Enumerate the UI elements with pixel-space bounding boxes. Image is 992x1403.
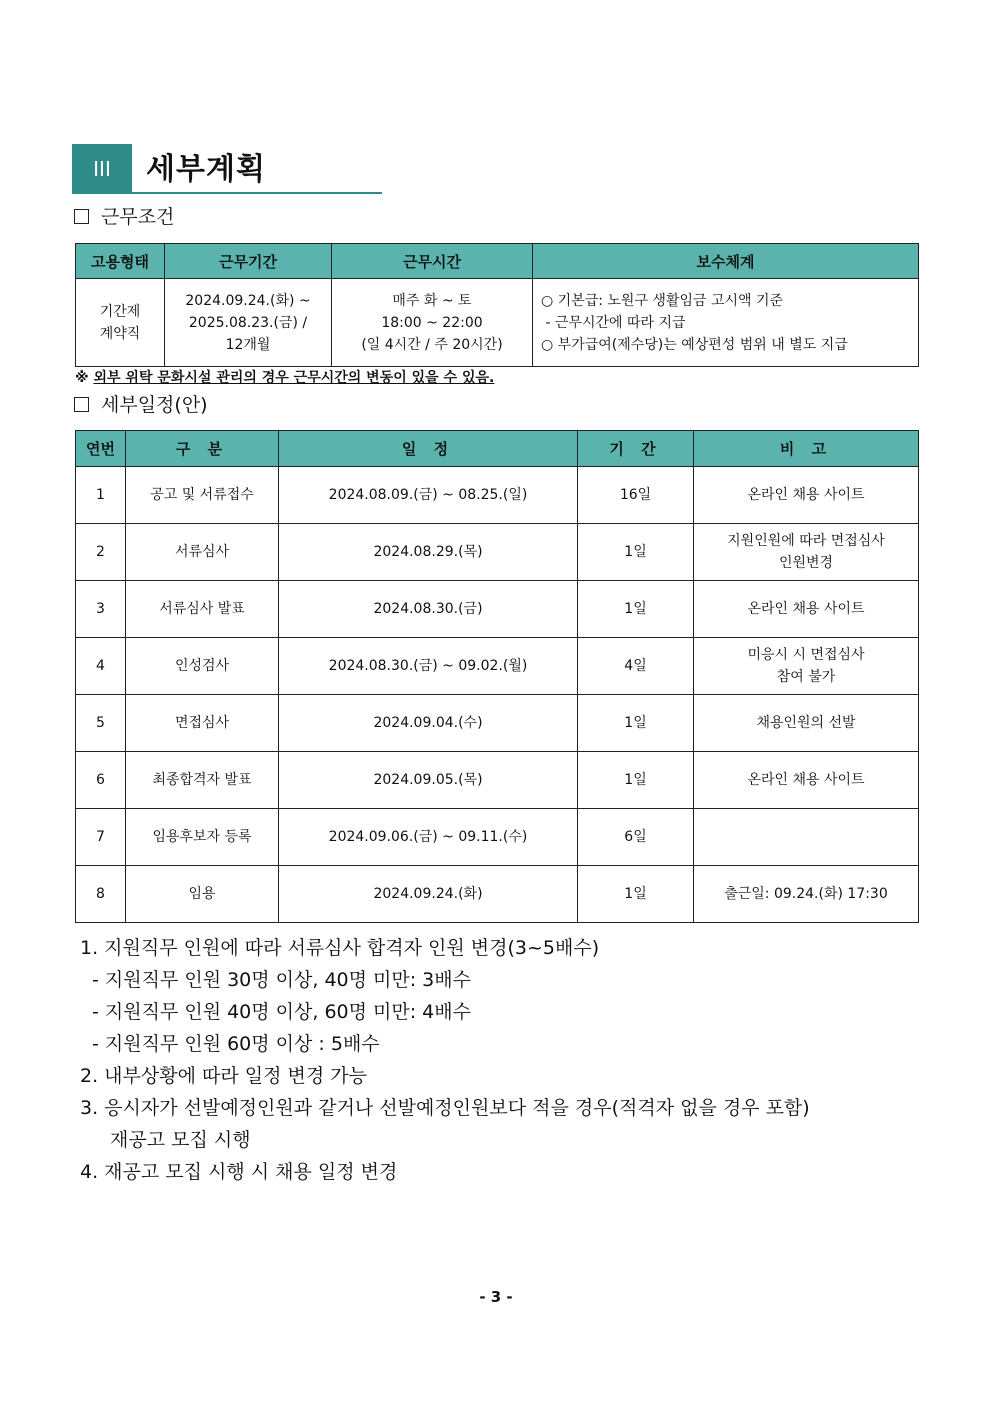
cell-duration: 6일 (578, 809, 694, 866)
table-header-row (76, 244, 919, 279)
cell-date: 2024.09.05.(목) (279, 752, 578, 809)
table-row (76, 581, 919, 638)
cell-duration: 16일 (578, 467, 694, 524)
cell-no: 3 (76, 581, 126, 638)
checkbox-square-icon (74, 209, 89, 224)
note-1-sub: - 지원직무 인원 40명 이상, 60명 미만: 4배수 (92, 1001, 471, 1023)
cell-remark: 온라인 채용 사이트 (694, 467, 919, 524)
cell-duration: 1일 (578, 524, 694, 581)
header-duration: 기 간 (578, 431, 694, 467)
cell-date: 2024.08.29.(목) (279, 524, 578, 581)
table-row (76, 467, 919, 524)
note-1-sub: - 지원직무 인원 30명 이상, 40명 미만: 3배수 (92, 969, 471, 991)
header-period: 근무기간 (165, 244, 332, 279)
cell-item: 공고 및 서류접수 (126, 467, 279, 524)
section-number: III (72, 144, 132, 194)
table-row (76, 809, 919, 866)
schedule-heading (74, 392, 208, 418)
table-row (76, 279, 919, 367)
cell-line: 기간제 (99, 303, 141, 320)
cell-duration: 1일 (578, 752, 694, 809)
cell-remark: 지원인원에 따라 면접심사 인원변경 (694, 524, 919, 581)
section-title: 세부계획 (146, 152, 266, 187)
section-underline (132, 192, 382, 194)
table-header-row (76, 431, 919, 467)
cell-date: 2024.09.24.(화) (279, 866, 578, 923)
header-date: 일 정 (279, 431, 578, 467)
section-header (72, 144, 382, 196)
note-2: 2. 내부상황에 따라 일정 변경 가능 (80, 1065, 367, 1087)
header-pay: 보수체계 (533, 244, 919, 279)
cell-no: 8 (76, 866, 126, 923)
cell-no: 6 (76, 752, 126, 809)
cell-line: 계약직 (99, 325, 141, 342)
cell-duration: 1일 (578, 695, 694, 752)
cell-line: 매주 화 ~ 토 (392, 292, 472, 309)
table-row (76, 524, 919, 581)
cell-remark: 온라인 채용 사이트 (694, 581, 919, 638)
cell-line: - 근무시간에 따라 지급 (541, 314, 686, 331)
schedule-table (75, 430, 919, 923)
cell-no: 1 (76, 467, 126, 524)
cell-item: 서류심사 발표 (126, 581, 279, 638)
header-no: 연번 (76, 431, 126, 467)
cell-line: 2024.09.24.(화) ~ (185, 292, 311, 309)
notes-list (80, 932, 810, 1188)
cell-remark: 채용인원의 선발 (694, 695, 919, 752)
schedule-heading-text: 세부일정(안) (101, 394, 208, 416)
note-text: 외부 위탁 문화시설 관리의 경우 근무시간의 변동이 있을 수 있음. (93, 370, 495, 386)
cell-item: 임용후보자 등록 (126, 809, 279, 866)
cell-pay (533, 279, 919, 367)
work-conditions-heading-text: 근무조건 (101, 206, 175, 228)
cell-no: 2 (76, 524, 126, 581)
work-note (75, 367, 494, 389)
cell-remark: 온라인 채용 사이트 (694, 752, 919, 809)
table-row (76, 695, 919, 752)
cell-item: 인성검사 (126, 638, 279, 695)
table-row (76, 752, 919, 809)
note-1-sub: - 지원직무 인원 60명 이상 : 5배수 (92, 1033, 380, 1055)
note-3-cont: 재공고 모집 시행 (110, 1129, 251, 1151)
note-mark: ※ (75, 370, 89, 386)
cell-item: 서류심사 (126, 524, 279, 581)
cell-duration: 4일 (578, 638, 694, 695)
cell-remark (694, 809, 919, 866)
note-1: 1. 지원직무 인원에 따라 서류심사 합격자 인원 변경(3~5배수) (80, 937, 600, 959)
cell-item: 임용 (126, 866, 279, 923)
header-employment-type: 고용형태 (76, 244, 165, 279)
cell-line: ○ 기본급: 노원구 생활임금 고시액 기준 (541, 292, 784, 309)
note-4: 4. 재공고 모집 시행 시 채용 일정 변경 (80, 1161, 398, 1183)
cell-date: 2024.09.04.(수) (279, 695, 578, 752)
checkbox-square-icon (74, 397, 89, 412)
schedule-body (76, 467, 919, 923)
cell-no: 5 (76, 695, 126, 752)
cell-duration: 1일 (578, 581, 694, 638)
cell-date: 2024.08.30.(금) (279, 581, 578, 638)
cell-period (165, 279, 332, 367)
cell-no: 7 (76, 809, 126, 866)
cell-remark: 미응시 시 면접심사 참여 불가 (694, 638, 919, 695)
cell-date: 2024.08.09.(금) ~ 08.25.(일) (279, 467, 578, 524)
cell-duration: 1일 (578, 866, 694, 923)
cell-employment-type (76, 279, 165, 367)
header-remark: 비 고 (694, 431, 919, 467)
table-row (76, 866, 919, 923)
cell-item: 면접심사 (126, 695, 279, 752)
cell-hours (332, 279, 533, 367)
cell-no: 4 (76, 638, 126, 695)
cell-date: 2024.09.06.(금) ~ 09.11.(수) (279, 809, 578, 866)
cell-date: 2024.08.30.(금) ~ 09.02.(월) (279, 638, 578, 695)
header-hours: 근무시간 (332, 244, 533, 279)
cell-line: ○ 부가급여(제수당)는 예상편성 범위 내 별도 지급 (541, 336, 848, 353)
header-item: 구 분 (126, 431, 279, 467)
note-3: 3. 응시자가 선발예정인원과 같거나 선발예정인원보다 적을 경우(적격자 없을 경우 포함) (80, 1097, 810, 1119)
work-conditions-table (75, 243, 919, 367)
cell-line: 18:00 ~ 22:00 (381, 314, 483, 331)
cell-line: (일 4시간 / 주 20시간) (361, 336, 503, 353)
page-number: - 3 - (479, 1288, 513, 1306)
cell-line: 2025.08.23.(금) / (188, 314, 308, 331)
cell-remark: 출근일: 09.24.(화) 17:30 (694, 866, 919, 923)
table-row (76, 638, 919, 695)
work-conditions-heading (74, 204, 174, 230)
cell-item: 최종합격자 발표 (126, 752, 279, 809)
cell-line: 12개월 (225, 336, 271, 353)
